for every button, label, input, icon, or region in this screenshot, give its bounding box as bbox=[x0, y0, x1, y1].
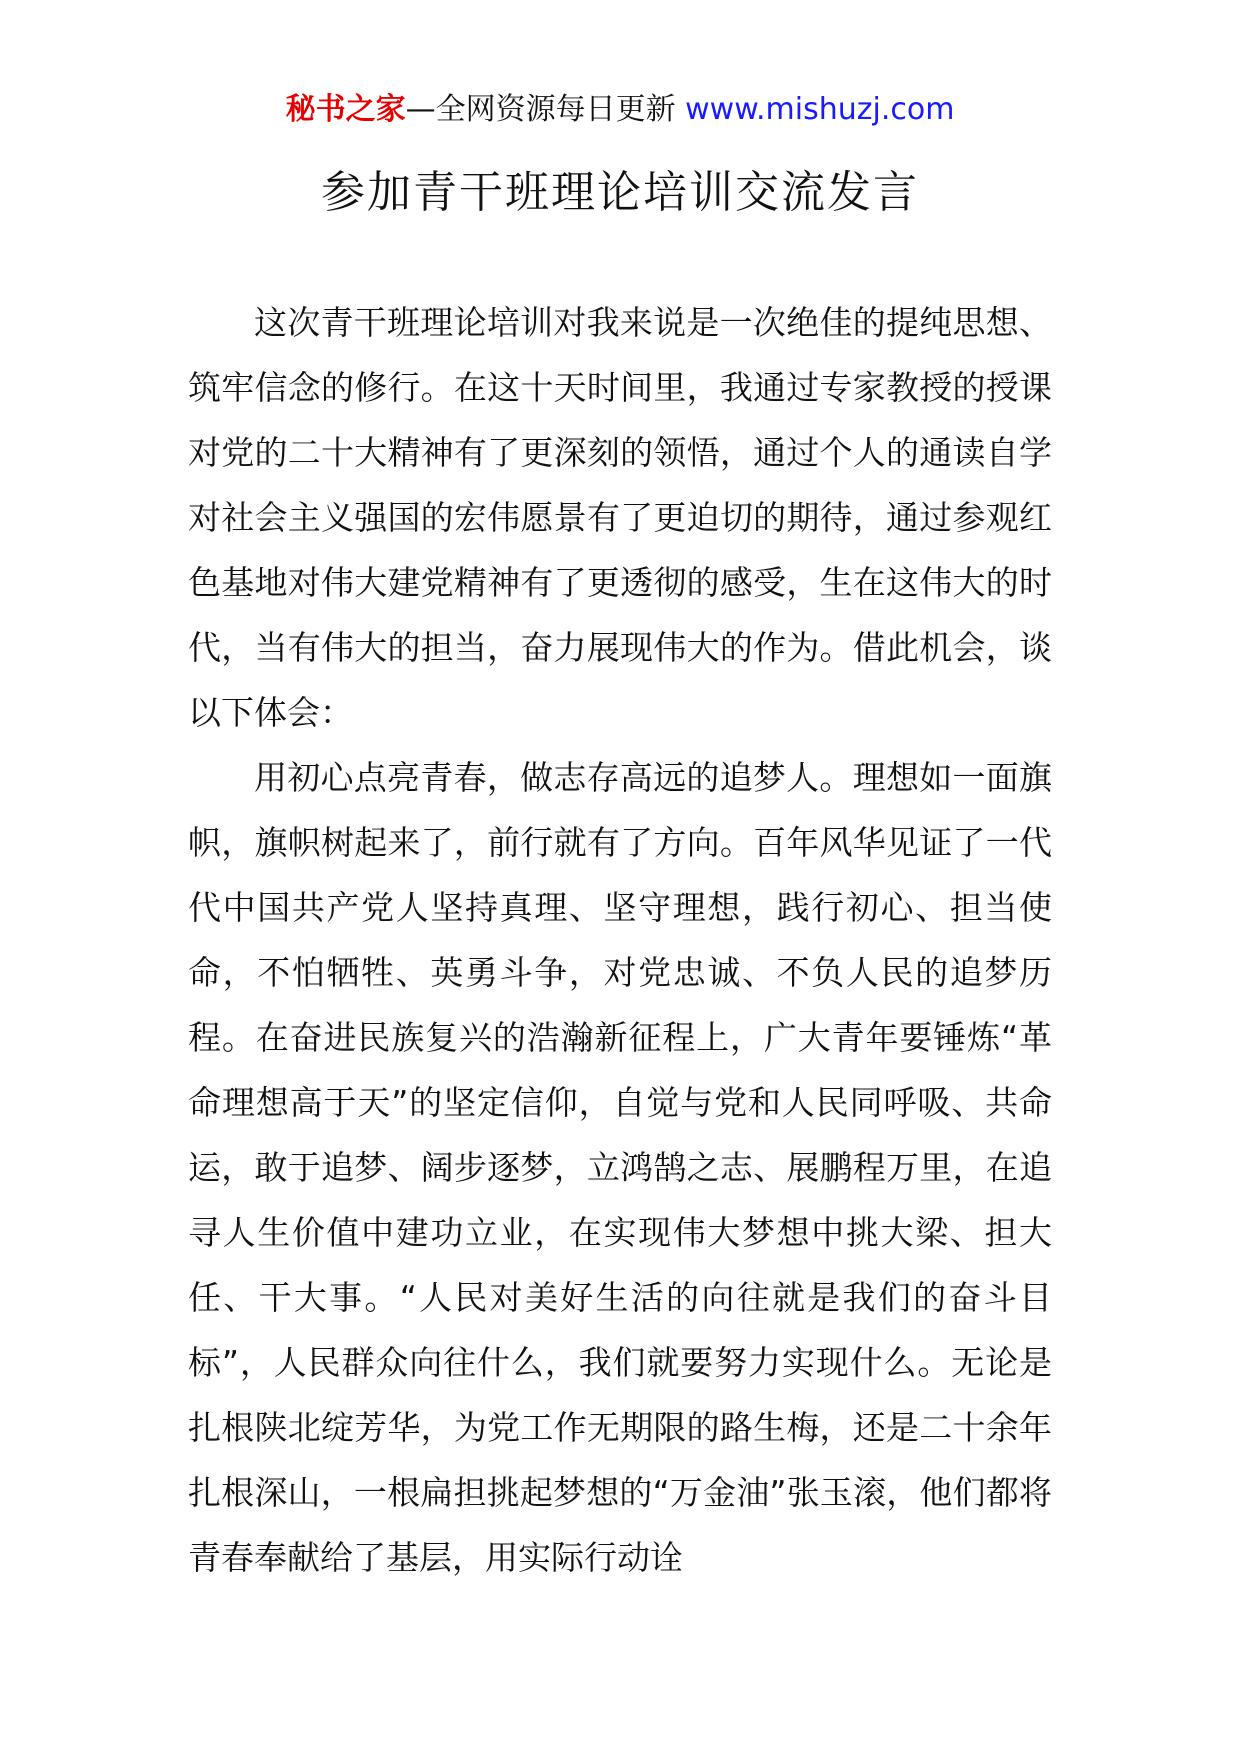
site-url-link[interactable]: www.mishuzj.com bbox=[685, 92, 955, 127]
paragraph-intro: 这次青干班理论培训对我来说是一次绝佳的提纯思想、筑牢信念的修行。在这十天时间里，我通过专家教授的授课对党的二十大精神有了更深刻的领悟，通过个人的通读自学对社会主义强国的宏伟愿景有了更迫切的期待，通过参观红色基地对伟大建党精神有了更透彻的感受，生在这伟大的时代，当有伟大的担当，奋力展现伟大的作为。借此机会，谈以下体会： bbox=[188, 303, 1052, 732]
site-brand: 秘书之家 bbox=[285, 92, 406, 127]
paragraph-section-1: 用初心点亮青春，做志存高远的追梦人。理想如一面旗帜，旗帜树起来了，前行就有了方向。百年风华见证了一代代中国共产党人坚持真理、坚守理想，践行初心、担当使命，不怕牺牲、英勇斗争，对党忠诚、不负人民的追梦历程。在奋进民族复兴的浩瀚新征程上，广大青年要锤炼“革命理想高于天”的坚定信仰，自觉与党和人民同呼吸、共命运，敢于追梦、阔步逐梦，立鸿鹄之志、展鹏程万里，在追寻人生价值中建功立业，在实现伟大梦想中挑大梁、担大任、干大事。“人民对美好生活的向往就是我们的奋斗目标”，人民群众向往什么，我们就要努力实现什么。无论是扎根陕北绽芳华，为党工作无期限的路生梅，还是二十余年扎根深山，一根扁担挑起梦想的“万金油”张玉滚，他们都将青春奉献给了基层，用实际行动诠 bbox=[188, 758, 1052, 1577]
site-header bbox=[0, 90, 1240, 130]
site-tagline: —全网资源每日更新 bbox=[405, 92, 676, 127]
document-title: 参加青干班理论培训交流发言 bbox=[321, 167, 919, 218]
document-body bbox=[188, 290, 1052, 1590]
